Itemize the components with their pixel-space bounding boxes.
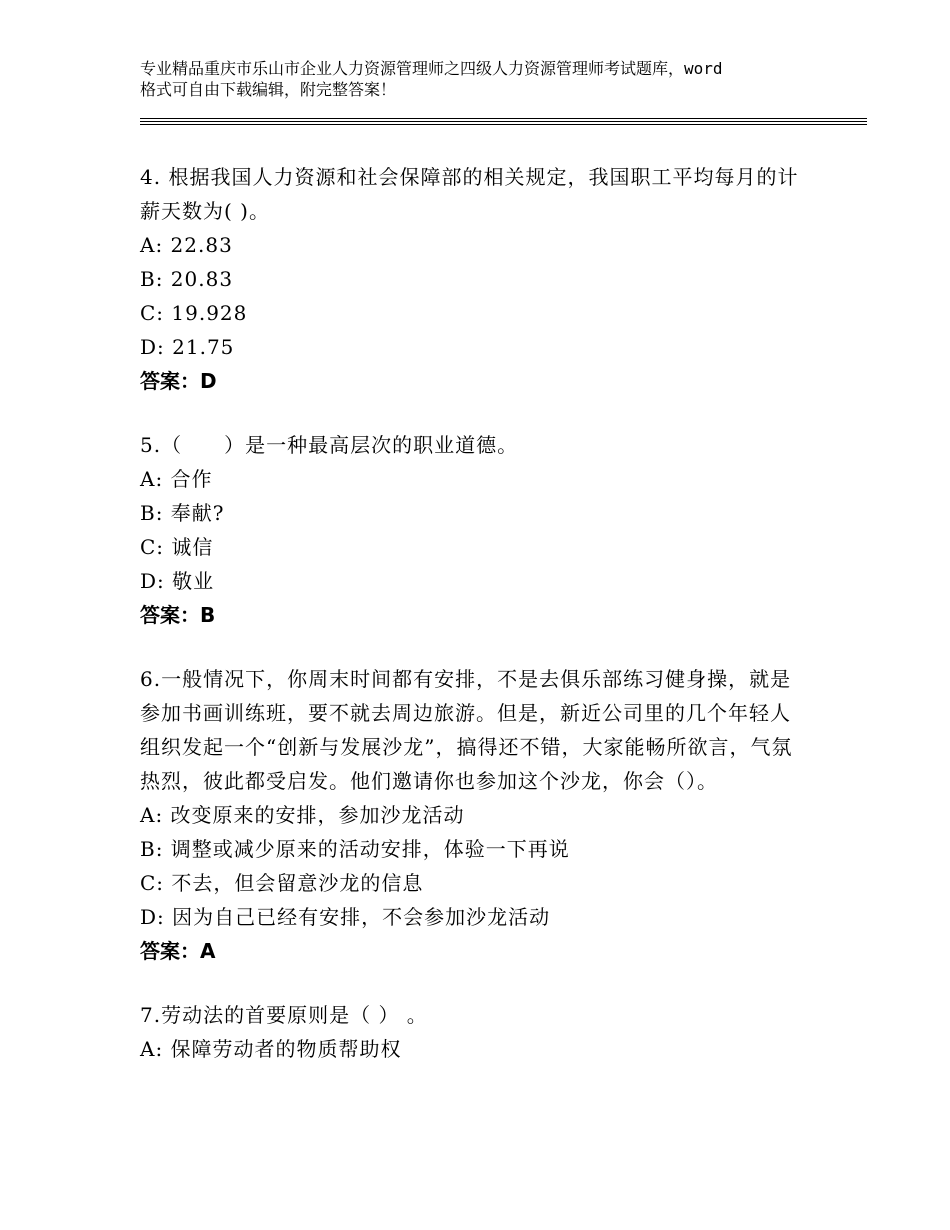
option-c: C: 诚信 xyxy=(140,535,214,559)
option-a: A: 改变原来的安排，参加沙龙活动 xyxy=(140,803,465,827)
question-text: 6.一般情况下，你周末时间都有安排，不是去俱乐部练习健身操，就是参加书画训练班，要不就去周边旅游。但是，新近公司里的几个年轻人组织发起一个“创新与发展沙龙”，搞得还不错，大家能畅所欲言，气氛热烈，彼此都受启发。他们邀请你也参加这个沙龙，你会（）。 xyxy=(140,667,793,793)
option-a: A: 保障劳动者的物质帮助权 xyxy=(140,1037,402,1061)
header-line-1: 专业精品重庆市乐山市企业人力资源管理师之四级人力资源管理师考试题库，word xyxy=(140,59,723,78)
option-b: B: 调整或减少原来的活动安排，体验一下再说 xyxy=(140,837,570,861)
header-line-2: 格式可自由下载编辑，附完整答案！ xyxy=(140,80,397,99)
header-rule-line xyxy=(140,118,867,119)
answer: 答案：B xyxy=(140,603,216,627)
option-d: D: 21.75 xyxy=(140,335,235,359)
option-d: D: 因为自己已经有安排，不会参加沙龙活动 xyxy=(140,905,551,929)
header-rule-line xyxy=(140,121,867,122)
question-5 xyxy=(140,428,810,632)
question-4 xyxy=(140,160,810,398)
option-d: D: 敬业 xyxy=(140,569,215,593)
option-c: C: 不去，但会留意沙龙的信息 xyxy=(140,871,424,895)
option-b: B: 奉献? xyxy=(140,501,225,525)
option-a: A: 合作 xyxy=(140,467,213,491)
question-text: 7.劳动法的首要原则是（ ） 。 xyxy=(140,1003,428,1027)
answer: 答案：D xyxy=(140,369,217,393)
header-rule-line xyxy=(140,124,867,125)
question-7 xyxy=(140,998,810,1066)
question-6 xyxy=(140,662,810,968)
question-list xyxy=(140,160,810,1096)
answer: 答案：A xyxy=(140,939,216,963)
document-header xyxy=(140,58,840,100)
option-a: A: 22.83 xyxy=(140,233,233,257)
option-c: C: 19.928 xyxy=(140,301,248,325)
question-text: 5.（ ）是一种最高层次的职业道德。 xyxy=(140,433,519,457)
question-text: 4. 根据我国人力资源和社会保障部的相关规定，我国职工平均每月的计薪天数为( )。 xyxy=(140,165,799,223)
option-b: B: 20.83 xyxy=(140,267,234,291)
